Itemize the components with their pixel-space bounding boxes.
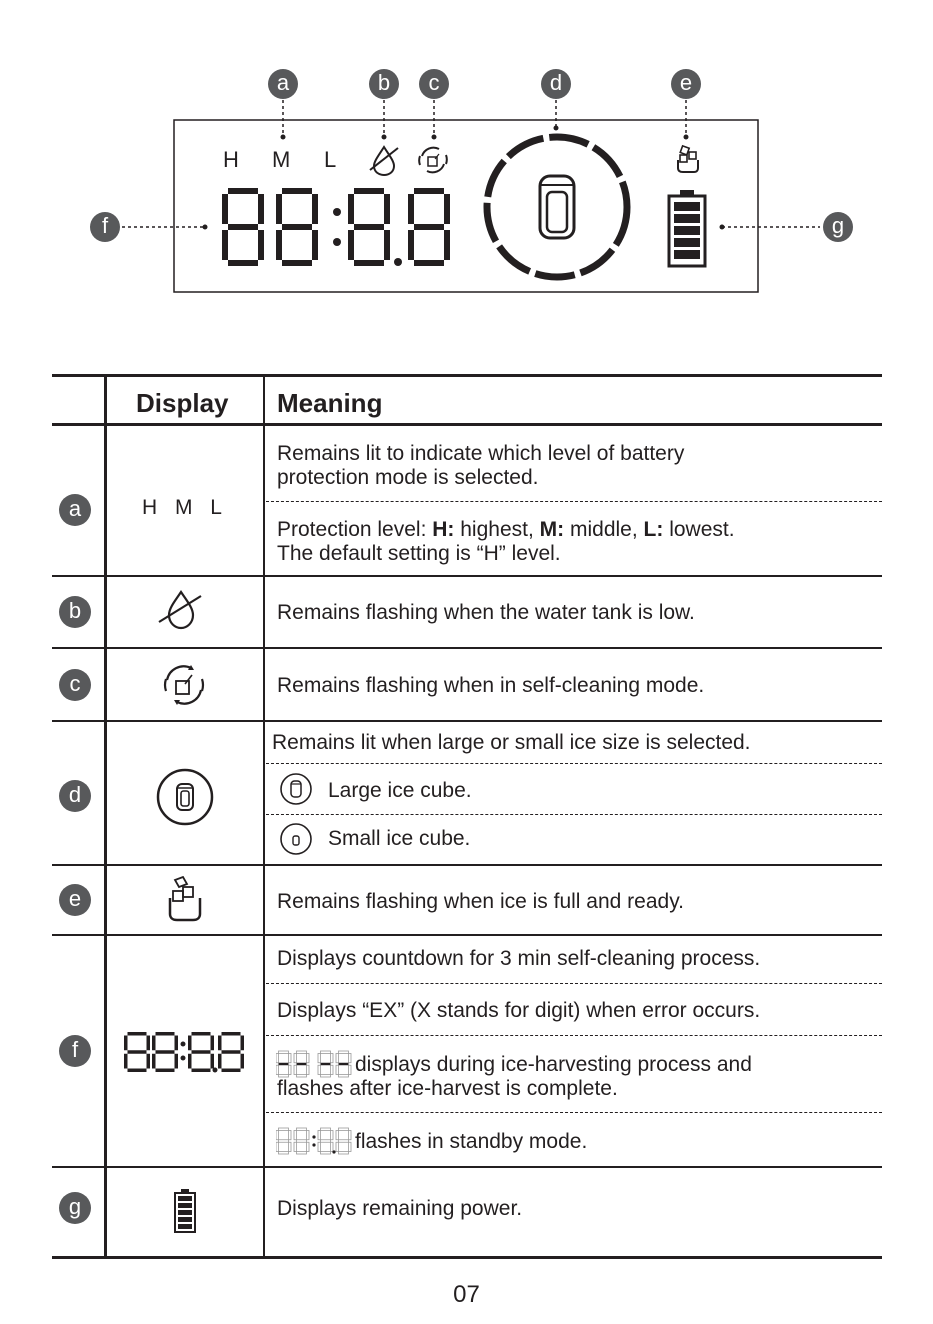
row-a-meaning-1b: protection mode is selected. bbox=[277, 466, 539, 489]
row-d-meaning-2: Large ice cube. bbox=[328, 779, 472, 802]
header-meaning: Meaning bbox=[277, 388, 383, 418]
row-b-rule bbox=[52, 647, 882, 649]
row-a-meaning-1: Remains lit to indicate which level of battery bbox=[277, 442, 685, 465]
standby-digit-4-segment-a bbox=[339, 1128, 349, 1131]
panel-level-l: L bbox=[324, 147, 337, 172]
row-a-display-hml: H M L bbox=[141, 496, 228, 519]
panel-digit-2-segment-c bbox=[312, 230, 318, 260]
row-f-digit-1-segment-e bbox=[124, 1054, 128, 1069]
row-f-digit-1-segment-d bbox=[128, 1069, 147, 1073]
standby-digit-4-segment-b bbox=[349, 1131, 352, 1140]
row-f-meaning-3: displays during ice-harvesting process and bbox=[355, 1053, 752, 1076]
page-number: 07 bbox=[453, 1281, 480, 1308]
table-top-rule bbox=[52, 374, 882, 377]
row-f-digit-4-segment-g bbox=[222, 1050, 241, 1054]
dash-digit-3-segment-a bbox=[321, 1051, 331, 1054]
panel-digit-2-segment-g bbox=[282, 224, 312, 230]
panel-digit-2-segment-b bbox=[312, 194, 318, 224]
row-g-badge: g bbox=[59, 1192, 91, 1224]
control-panel-diagram bbox=[0, 0, 933, 330]
standby-digit-2-segment-e bbox=[294, 1142, 297, 1151]
standby-digit-4-segment-g bbox=[339, 1140, 349, 1143]
standby-digit-1-segment-d bbox=[279, 1152, 289, 1155]
row-f-digit-1-segment-f bbox=[124, 1036, 128, 1051]
panel-digit-1-segment-b bbox=[258, 194, 264, 224]
dash-digit-1-segment-f bbox=[276, 1054, 279, 1063]
panel-digit-1-segment-a bbox=[228, 188, 258, 194]
panel-digit-4-segment-d bbox=[414, 260, 444, 266]
panel-ice-ring bbox=[487, 137, 627, 277]
standby-digit-3-segment-b bbox=[331, 1131, 334, 1140]
standby-digit-3-segment-f bbox=[318, 1131, 321, 1140]
callout-e: e bbox=[671, 69, 701, 99]
panel-digit-1-segment-e bbox=[222, 230, 228, 260]
row-f-digit-1-segment-a bbox=[128, 1032, 147, 1036]
row-f-dash-3 bbox=[266, 1112, 882, 1113]
dash-digit-2-segment-f bbox=[294, 1054, 297, 1063]
panel-digit-3-segment-a bbox=[354, 188, 384, 194]
row-f-digit-2-segment-c bbox=[175, 1054, 179, 1069]
header-rule bbox=[52, 423, 882, 426]
row-c-meaning: Remains flashing when in self-cleaning mode. bbox=[277, 674, 705, 697]
panel-digit-4-segment-f bbox=[408, 194, 414, 224]
panel-seven-segment bbox=[222, 188, 450, 266]
row-f-dash-2 bbox=[266, 1035, 882, 1036]
dash-digit-4-segment-g bbox=[339, 1063, 349, 1066]
dash-digit-1-segment-c bbox=[289, 1065, 292, 1074]
row-e-badge: e bbox=[59, 884, 91, 916]
dash-digit-3-segment-b bbox=[331, 1054, 334, 1063]
callout-d: d bbox=[541, 69, 571, 99]
row-a-rule bbox=[52, 575, 882, 577]
row-f-digit-2-segment-a bbox=[156, 1032, 175, 1036]
self-clean-icon bbox=[161, 662, 207, 708]
panel-level-m: M bbox=[272, 147, 291, 172]
panel-digit-1-segment-c bbox=[258, 230, 264, 260]
standby-digit-3-segment-c bbox=[331, 1142, 334, 1151]
dash-digit-1-segment-b bbox=[289, 1054, 292, 1063]
dash-digit-4-segment-c bbox=[349, 1065, 352, 1074]
row-d-dash-1 bbox=[266, 763, 882, 764]
panel-digit-3-segment-g bbox=[354, 224, 384, 230]
standby-digit-1-segment-a bbox=[279, 1128, 289, 1131]
row-d-meaning-3: Small ice cube. bbox=[328, 827, 471, 850]
dash-digit-3-segment-c bbox=[331, 1065, 334, 1074]
dash-digit-2-segment-c bbox=[307, 1065, 310, 1074]
row-e-meaning: Remains flashing when ice is full and ready. bbox=[277, 890, 684, 913]
dash-digit-4-segment-f bbox=[336, 1054, 339, 1063]
dash-digit-4-segment-b bbox=[349, 1054, 352, 1063]
ice-full-icon bbox=[165, 876, 205, 924]
dash-digit-2-segment-b bbox=[307, 1054, 310, 1063]
dash-digit-3-segment-g bbox=[321, 1063, 331, 1066]
row-a-dash bbox=[266, 501, 882, 502]
panel-colon-top bbox=[333, 208, 341, 216]
row-f-digit-3-segment-f bbox=[188, 1036, 192, 1051]
callout-b: b bbox=[369, 69, 399, 99]
standby-digit-3-segment-e bbox=[318, 1142, 321, 1151]
panel-digit-4-segment-a bbox=[414, 188, 444, 194]
battery-icon bbox=[173, 1188, 197, 1234]
dashes-segment-icon bbox=[276, 1050, 356, 1078]
standby-digit-1-segment-b bbox=[289, 1131, 292, 1140]
row-b-badge: b bbox=[59, 596, 91, 628]
row-f-digit-3-segment-a bbox=[192, 1032, 211, 1036]
panel-digit-4-segment-e bbox=[408, 230, 414, 260]
standby-digit-4-segment-e bbox=[336, 1142, 339, 1151]
row-f-digit-3-segment-c bbox=[211, 1054, 215, 1069]
dash-digit-1-segment-g bbox=[279, 1063, 289, 1066]
panel-digit-3-segment-b bbox=[384, 194, 390, 224]
panel-digit-1-segment-f bbox=[222, 194, 228, 224]
row-a-meaning-3: The default setting is “H” level. bbox=[277, 542, 561, 565]
standby-colon-bottom bbox=[312, 1143, 315, 1146]
panel-digit-3-segment-f bbox=[348, 194, 354, 224]
standby-digit-2-segment-b bbox=[307, 1131, 310, 1140]
row-f-digit-2-segment-e bbox=[152, 1054, 156, 1069]
row-f-digit-4-segment-e bbox=[218, 1054, 222, 1069]
standby-digit-1-segment-c bbox=[289, 1142, 292, 1151]
row-f-digit-2-segment-f bbox=[152, 1036, 156, 1051]
header-display: Display bbox=[136, 388, 229, 418]
panel-svg bbox=[0, 0, 933, 330]
panel-digit-3-segment-e bbox=[348, 230, 354, 260]
row-f-digit-3-segment-b bbox=[211, 1036, 215, 1051]
row-f-badge: f bbox=[59, 1035, 91, 1067]
row-f-meaning-5: flashes in standby mode. bbox=[355, 1130, 588, 1153]
row-f-colon-bottom bbox=[181, 1056, 186, 1061]
panel-digit-2-segment-d bbox=[282, 260, 312, 266]
panel-battery bbox=[669, 190, 705, 266]
row-f-meaning-4: flashes after ice-harvest is complete. bbox=[277, 1077, 618, 1100]
dash-digit-2-segment-a bbox=[297, 1051, 307, 1054]
ice-size-icon bbox=[155, 767, 215, 827]
row-f-digit-3-segment-d bbox=[192, 1069, 211, 1073]
small-ice-cube-icon bbox=[279, 822, 313, 856]
row-d-meaning-1: Remains lit when large or small ice size is selected. bbox=[272, 731, 751, 754]
panel-digit-1-segment-g bbox=[228, 224, 258, 230]
standby-digit-3-segment-d bbox=[321, 1152, 331, 1155]
standby-digit-2-segment-a bbox=[297, 1128, 307, 1131]
panel-digit-2-segment-e bbox=[276, 230, 282, 260]
row-f-digit-1-segment-g bbox=[128, 1050, 147, 1054]
standby-segment-icon bbox=[276, 1127, 356, 1155]
row-f-digit-3-segment-g bbox=[192, 1050, 211, 1054]
row-f-rule bbox=[52, 1166, 882, 1168]
panel-digit-1-segment-d bbox=[228, 260, 258, 266]
row-e-rule bbox=[52, 934, 882, 936]
row-f-digit-4-segment-f bbox=[218, 1036, 222, 1051]
panel-digit-4-segment-c bbox=[444, 230, 450, 260]
row-a-meaning-2: Protection level: H: highest, M: middle, L: lowest. bbox=[277, 518, 735, 541]
standby-digit-1-segment-f bbox=[276, 1131, 279, 1140]
water-drop-crossed-icon bbox=[156, 588, 206, 634]
row-d-dash-2 bbox=[266, 814, 882, 815]
standby-digit-1-segment-e bbox=[276, 1142, 279, 1151]
standby-digit-1-segment-g bbox=[279, 1140, 289, 1143]
row-f-digit-1-segment-c bbox=[147, 1054, 151, 1069]
standby-digit-2-segment-c bbox=[307, 1142, 310, 1151]
large-ice-cube-icon bbox=[279, 772, 313, 806]
row-f-digit-4-segment-c bbox=[241, 1054, 245, 1069]
row-f-meaning-1: Displays countdown for 3 min self-cleaning process. bbox=[277, 947, 761, 970]
dash-digit-4-segment-a bbox=[339, 1051, 349, 1054]
panel-digit-2-segment-a bbox=[282, 188, 312, 194]
panel-water-drop-icon bbox=[370, 147, 398, 175]
standby-digit-2-segment-f bbox=[294, 1131, 297, 1140]
row-f-digit-1-segment-b bbox=[147, 1036, 151, 1051]
row-f-colon-top bbox=[181, 1042, 186, 1047]
standby-decimal bbox=[332, 1150, 335, 1153]
row-g-meaning: Displays remaining power. bbox=[277, 1197, 523, 1220]
callout-a: a bbox=[268, 69, 298, 99]
dash-digit-3-segment-e bbox=[318, 1065, 321, 1074]
row-d-badge: d bbox=[59, 780, 91, 812]
standby-digit-3-segment-a bbox=[321, 1128, 331, 1131]
standby-colon-top bbox=[312, 1135, 315, 1138]
seven-segment-display-icon bbox=[124, 1030, 248, 1074]
dash-digit-1-segment-e bbox=[276, 1065, 279, 1074]
panel-digit-4-segment-g bbox=[414, 224, 444, 230]
row-f-digit-2-segment-d bbox=[156, 1069, 175, 1073]
standby-digit-4-segment-d bbox=[339, 1152, 349, 1155]
row-f-digit-2-segment-b bbox=[175, 1036, 179, 1051]
row-a-badge: a bbox=[59, 494, 91, 526]
dash-digit-1-segment-a bbox=[279, 1051, 289, 1054]
callout-f: f bbox=[90, 212, 120, 242]
panel-digit-2-segment-f bbox=[276, 194, 282, 224]
row-f-digit-2-segment-g bbox=[156, 1050, 175, 1054]
dash-digit-3-segment-f bbox=[318, 1054, 321, 1063]
standby-digit-2-segment-d bbox=[297, 1152, 307, 1155]
dash-digit-4-segment-e bbox=[336, 1065, 339, 1074]
panel-ice-full-icon bbox=[678, 146, 698, 172]
table-bottom-rule bbox=[52, 1256, 882, 1259]
row-f-digit-3-segment-e bbox=[188, 1054, 192, 1069]
row-f-dash-1 bbox=[266, 983, 882, 984]
standby-digit-3-segment-g bbox=[321, 1140, 331, 1143]
panel-self-clean-icon bbox=[419, 148, 447, 173]
callout-c: c bbox=[419, 69, 449, 99]
panel-digit-3-segment-d bbox=[354, 260, 384, 266]
row-c-rule bbox=[52, 720, 882, 722]
panel-digit-3-segment-c bbox=[384, 230, 390, 260]
row-f-meaning-2: Displays “EX” (X stands for digit) when error occurs. bbox=[277, 999, 761, 1022]
row-f-digit-4-segment-a bbox=[222, 1032, 241, 1036]
panel-colon-bottom bbox=[333, 238, 341, 246]
row-f-digit-4-segment-d bbox=[222, 1069, 241, 1073]
panel-level-h: H bbox=[223, 147, 239, 172]
standby-digit-4-segment-c bbox=[349, 1142, 352, 1151]
dash-digit-2-segment-e bbox=[294, 1065, 297, 1074]
dash-digit-2-segment-g bbox=[297, 1063, 307, 1066]
row-d-rule bbox=[52, 864, 882, 866]
row-f-digit-4-segment-b bbox=[241, 1036, 245, 1051]
row-f-decimal bbox=[213, 1068, 218, 1073]
panel-decimal-point bbox=[394, 258, 402, 266]
row-b-meaning: Remains flashing when the water tank is low. bbox=[277, 601, 695, 624]
row-c-badge: c bbox=[59, 669, 91, 701]
standby-digit-2-segment-g bbox=[297, 1140, 307, 1143]
panel-digit-4-segment-b bbox=[444, 194, 450, 224]
callout-g: g bbox=[823, 212, 853, 242]
standby-digit-4-segment-f bbox=[336, 1131, 339, 1140]
